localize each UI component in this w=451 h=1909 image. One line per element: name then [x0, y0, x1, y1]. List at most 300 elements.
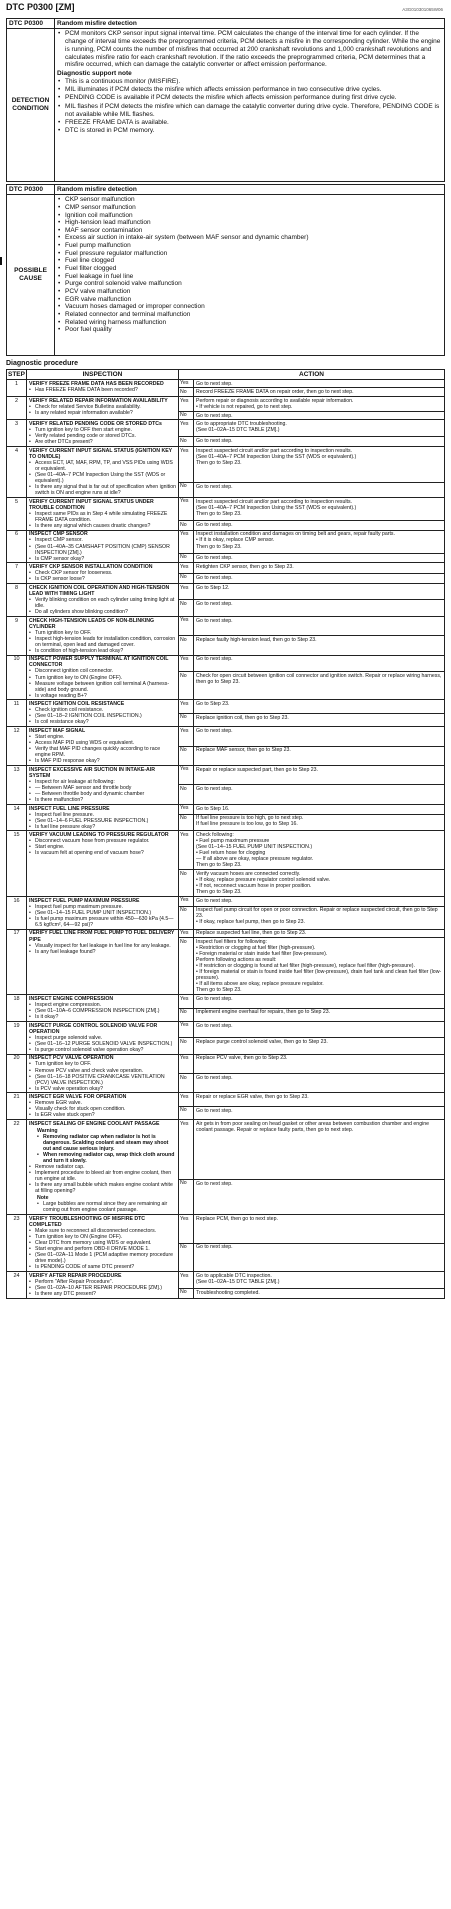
action-line: Repair or replace suspected part, then go to Step 23. — [196, 766, 318, 773]
action-line: Then go to Step 23. — [196, 510, 242, 517]
inspection-item: • (See 01–40A–35 CAMSHAFT POSITION (CMP) SENSOR INSPECTION [ZM].) — [29, 544, 176, 556]
possible-cause-item: • Poor fuel quality — [57, 326, 442, 334]
no-label: No — [179, 600, 194, 616]
step-number: 21 — [7, 1093, 27, 1120]
no-label: No — [179, 1008, 194, 1021]
procedure-row-yes — [7, 1215, 445, 1243]
inspection-cell — [27, 563, 179, 584]
action-line: Go to next step. — [196, 521, 233, 528]
yes-label: Yes — [179, 804, 194, 814]
inspection-item: • Is there any DTC present? — [29, 1291, 176, 1297]
inspection-cell — [27, 397, 179, 420]
possible-cause-item: • Fuel filter clogged — [57, 265, 442, 273]
inspection-cell — [27, 379, 179, 396]
yes-action — [194, 497, 445, 520]
inspection-item: • — Between MAF sensor and throttle body — [29, 785, 176, 791]
inspection-items — [29, 597, 176, 615]
yes-label: Yes — [179, 584, 194, 600]
yes-action — [194, 727, 445, 746]
inspection-item: • Inspect fuel pump maximum pressure. — [29, 904, 176, 910]
no-action — [194, 437, 445, 447]
yes-label: Yes — [179, 420, 194, 437]
yes-action — [194, 379, 445, 388]
inspection-title: VERIFY VACUUM LEADING TO PRESSURE REGULATOR — [29, 832, 169, 839]
possible-cause-item: • EGR valve malfunction — [57, 296, 442, 304]
inspection-cell — [27, 1021, 179, 1054]
action-line: • Fuel pump maximum pressure — [196, 838, 270, 845]
inspection-cell — [27, 1054, 179, 1093]
possible-cause-item: • Excess air suction in intake-air system (between MAF sensor and dynamic chamber) — [57, 234, 442, 242]
inspection-cell — [27, 804, 179, 831]
step-number: 20 — [7, 1054, 27, 1093]
procedure-row-yes — [7, 1054, 445, 1073]
action-line: Check for open circuit between ignition coil connector and ignition switch. Repair or replace wiring harness, then go to Step 23. — [196, 673, 442, 686]
no-label: No — [179, 437, 194, 447]
inspection-item: • (See 01–02A–10 AFTER REPAIR PROCEDURE [ZM].) — [29, 1285, 176, 1291]
action-line: Go to next step. — [196, 1074, 233, 1081]
procedure-row-yes — [7, 896, 445, 906]
procedure-row-yes — [7, 655, 445, 672]
action-line: Go to Step 23. — [196, 701, 230, 708]
action-line: Air gets in from poor sealing on head gasket or other areas between combustion chamber and engine coolant passage. Repair or replace faulty parts, then go to next step. — [196, 1120, 430, 1133]
procedure-row-yes — [7, 1120, 445, 1180]
possible-cause-item: • CKP sensor malfunction — [57, 196, 442, 204]
step-number: 3 — [7, 420, 27, 447]
inspection-cell — [27, 655, 179, 700]
step-number: 22 — [7, 1120, 27, 1215]
inspection-items — [29, 570, 176, 582]
yes-action — [194, 765, 445, 784]
no-action — [194, 672, 445, 700]
action-line: Go to applicable DTC inspection. — [196, 1272, 272, 1279]
procedure-row-yes — [7, 929, 445, 938]
inspection-title: INSPECT MAF SIGNAL — [29, 727, 86, 734]
diagnostic-procedure-table — [6, 369, 445, 1299]
no-action — [194, 1008, 445, 1021]
step-number: 4 — [7, 447, 27, 498]
dtc-code-cell: DTC P0300 — [7, 19, 55, 29]
no-label: No — [179, 636, 194, 655]
action-line: Go to next step. — [196, 656, 233, 663]
inspection-item: • — Between throttle body and dynamic chamber — [29, 791, 176, 797]
step-number: 15 — [7, 831, 27, 897]
inspection-items — [29, 1100, 176, 1118]
action-line: Inspect suspected circuit and/or part according to inspection results. — [196, 498, 352, 505]
yes-action — [194, 1120, 445, 1180]
support-note-item: • FREEZE FRAME DATA is available. — [57, 119, 442, 127]
yes-action — [194, 1021, 445, 1037]
no-action — [194, 1243, 445, 1271]
action-line: Then go to Step 23. — [196, 889, 242, 896]
possible-cause-item: • Purge control solenoid valve malfunction — [57, 280, 442, 288]
inspection-item: • Check ignition coil resistance. — [29, 707, 176, 713]
inspection-item: • Verify related pending code or stored DTCs. — [29, 433, 176, 439]
inspection-item: • Is EGR valve stuck open? — [29, 1112, 176, 1118]
inspection-item: • Is voltage reading B+? — [29, 693, 176, 699]
inspection-item: • (See 01–18–2 IGNITION COIL INSPECTION.) — [29, 713, 176, 719]
action-line: Verify vacuum hoses are connected correctly. — [196, 871, 301, 877]
action-line: Replace PCV valve, then go to Step 23. — [196, 1055, 288, 1062]
no-action — [194, 1106, 445, 1119]
inspection-item: • Remove radiator cap. — [29, 1164, 176, 1170]
inspection-item: • (See 01–16–12 PURGE SOLENOID VALVE INSPECTION.) — [29, 1041, 176, 1047]
inspection-item: • Is PENDING CODE of same DTC present? — [29, 1264, 176, 1270]
inspection-cell — [27, 1093, 179, 1120]
yes-label: Yes — [179, 497, 194, 520]
inspection-items — [29, 460, 176, 496]
yes-label: Yes — [179, 1120, 194, 1180]
action-line: Go to next step. — [196, 1244, 233, 1251]
inspection-item: • Perform "After Repair Procedure". — [29, 1279, 176, 1285]
action-line: Go to next step. — [196, 554, 233, 561]
no-action — [194, 938, 445, 995]
column-header-inspection: INSPECTION — [27, 370, 179, 380]
yes-label: Yes — [179, 765, 194, 784]
action-line: Replace PCM, then go to next step. — [196, 1216, 278, 1222]
inspection-item: • Remove PCV valve and check valve operation. — [29, 1068, 176, 1074]
action-line: Go to next step. — [196, 1022, 233, 1029]
support-note-list — [57, 78, 442, 136]
dtc-code-cell: DTC P0300 — [7, 185, 55, 195]
action-line: Go to next step. — [196, 727, 233, 734]
no-label: No — [179, 870, 194, 897]
inspection-items — [29, 779, 176, 803]
yes-action — [194, 995, 445, 1008]
procedure-row-yes — [7, 1093, 445, 1106]
step-number: 23 — [7, 1215, 27, 1272]
no-action — [194, 713, 445, 726]
inspection-item: • Inspect engine compression. — [29, 1002, 176, 1008]
inspection-item: • (See 01–14–15 FUEL PUMP UNIT INSPECTION.) — [29, 910, 176, 916]
inspection-title: INSPECT SEALING OF ENGINE COOLANT PASSAGE — [29, 1120, 160, 1127]
inspection-title: VERIFY RELATED REPAIR INFORMATION AVAILABILITY — [29, 397, 168, 404]
step-number: 1 — [7, 379, 27, 396]
inspection-items — [29, 427, 176, 445]
no-action — [194, 1288, 445, 1298]
inspection-item: • Is it okay? — [29, 1014, 176, 1020]
inspection-items — [29, 387, 176, 393]
inspection-item: • Do all cylinders show blinking condition? — [29, 609, 176, 615]
yes-action — [194, 447, 445, 483]
action-line: Check following: — [196, 832, 234, 839]
inspection-item: • Visually inspect for fuel leakage in fuel line for any leakage. — [29, 943, 176, 949]
step-number: 16 — [7, 896, 27, 929]
inspection-item: • Start engine. — [29, 844, 176, 850]
no-action — [194, 411, 445, 420]
procedure-row-yes — [7, 995, 445, 1008]
procedure-row-yes — [7, 1272, 445, 1289]
action-line: Repair or replace EGR valve, then go to Step 23. — [196, 1094, 309, 1101]
action-line: Troubleshooting completed. — [196, 1289, 260, 1296]
inspection-item: • Is PCV valve operation okay? — [29, 1086, 176, 1092]
inspection-item: • Visually check for stuck open condition. — [29, 1106, 176, 1112]
inspection-title: INSPECT ENGINE COMPRESSION — [29, 995, 114, 1002]
inspection-title: VERIFY CKP SENSOR INSTALLATION CONDITION — [29, 564, 153, 571]
action-line: Then go to Step 23. — [196, 987, 242, 994]
yes-action — [194, 655, 445, 672]
inspection-title: INSPECT FUEL PUMP MAXIMUM PRESSURE — [29, 897, 140, 904]
margin-marker — [0, 257, 2, 265]
possible-cause-label: POSSIBLE CAUSE — [7, 195, 55, 356]
support-note-item: • MIL illuminates if PCM detects the misfire which affects emission performance in two consecutive drive cycles. — [57, 86, 442, 94]
detection-condition-table — [6, 18, 445, 182]
step-number: 5 — [7, 497, 27, 530]
action-line: • If it is okay, replace CMP sensor. — [196, 537, 275, 544]
detection-item: • PCM monitors CKP sensor input signal interval time. PCM calculates the change of the interval time for each cylinder. If the change of interval time exceeds the preprogrammed criteria, PCM detects a misfire in the corresponding cylinder. While the engine is running, PCM counts the number of misfires that occurred at 200 crankshaft revolutions and 1,000 crankshaft revolutions and calculates misfire ratio for each crankshaft revolution. If the ratio exceeds the preprogrammed criteria, PCM determines that a misfire occurred, which can damage the catalytic converter or affect emission performance. — [57, 30, 442, 69]
inspection-item: • Make sure to reconnect all disconnected connectors. — [29, 1228, 176, 1234]
inspection-item: • Start engine and perform OBD-II DRIVE MODE 1. — [29, 1246, 176, 1252]
procedure-row-yes — [7, 831, 445, 870]
inspection-item: • Is any related repair information available? — [29, 410, 176, 416]
action-line: Perform repair or diagnosis according to available repair information. — [196, 397, 354, 404]
step-number: 13 — [7, 765, 27, 804]
inspection-cell — [27, 447, 179, 498]
warning-list — [37, 1134, 176, 1164]
inspection-items — [29, 1061, 176, 1091]
reference-code: A3G010301065W06 — [402, 7, 443, 12]
no-label: No — [179, 1074, 194, 1093]
inspection-items — [29, 1279, 176, 1297]
inspection-item: • Is there malfunction? — [29, 797, 176, 803]
inspection-cell — [27, 765, 179, 804]
inspection-cell — [27, 727, 179, 766]
inspection-cell — [27, 530, 179, 563]
no-label: No — [179, 388, 194, 397]
action-line: • If all items above are okay, replace pressure regulator. — [196, 981, 324, 988]
no-action — [194, 482, 445, 497]
inspection-item: • (See 01–14–6 FUEL PRESSURE INSPECTION.) — [29, 818, 176, 824]
support-note-title: Diagnostic support note — [57, 69, 132, 77]
inspection-item: • Access MAF PID using WDS or equivalent. — [29, 740, 176, 746]
inspection-title: VERIFY FUEL LINE FROM FUEL PUMP TO FUEL DELIVERY PIPE — [29, 930, 175, 943]
warning-item: • Removing radiator cap when radiator is hot is dangerous. Scalding coolant and steam may shoot out and cause serious injury. — [37, 1134, 176, 1152]
possible-cause-item: • PCV valve malfunction — [57, 288, 442, 296]
inspection-cell — [27, 896, 179, 929]
no-action — [194, 1038, 445, 1054]
action-line: • If okay, replace fuel pump, then go to Step 23. — [196, 919, 305, 926]
inspection-title: INSPECT FUEL LINE PRESSURE — [29, 805, 110, 812]
inspection-item: • Turn ignition key to OFF. — [29, 630, 176, 636]
inspection-item: • Is condition of high-tension lead okay? — [29, 648, 176, 654]
action-line: Replace ignition coil, then go to Step 23. — [196, 714, 289, 721]
action-line: Then go to Step 23. — [196, 862, 242, 869]
inspection-item: • Check for related Service Bulletins availability. — [29, 404, 176, 410]
warning-item: • When removing radiator cap, wrap thick cloth around and turn it slowly. — [37, 1152, 176, 1164]
step-number: 10 — [7, 655, 27, 700]
no-action — [194, 388, 445, 397]
procedure-row-yes — [7, 379, 445, 388]
detection-items-list — [57, 30, 442, 69]
no-action — [194, 814, 445, 831]
yes-label: Yes — [179, 896, 194, 906]
no-label: No — [179, 521, 194, 531]
yes-action — [194, 1054, 445, 1073]
possible-cause-item: • Fuel pump malfunction — [57, 242, 442, 250]
inspection-cell — [27, 1272, 179, 1299]
action-line: Go to Step 16. — [196, 805, 230, 812]
inspection-title: INSPECT EXCESSIVE AIR SUCTION IN INTAKE-AIR SYSTEM — [29, 766, 155, 779]
no-action — [194, 636, 445, 655]
detection-condition-body — [55, 29, 445, 182]
action-line: (See 01–40A–7 PCM Inspection Using the SST (WDS or equivalent).) — [196, 504, 357, 511]
inspection-item: • (See 01–16–18 POSITIVE CRANKCASE VENTILATION (PCV) VALVE INSPECTION.) — [29, 1074, 176, 1086]
action-line: Go to next step. — [196, 1107, 233, 1114]
inspection-item: • Is there any signal that is far out of specification when ignition switch is ON and engine runs at idle? — [29, 484, 176, 496]
procedure-row-yes — [7, 700, 445, 713]
action-line: (See 01–40A–7 PCM Inspection Using the SST (WDS or equivalent).) — [196, 453, 357, 460]
action-line: Retighten CKP sensor, then go to Step 23. — [196, 564, 294, 571]
action-line: Go to appropriate DTC troubleshooting. — [196, 421, 287, 428]
column-header-step: STEP — [8, 370, 25, 378]
procedure-row-yes — [7, 420, 445, 437]
inspection-cell — [27, 616, 179, 655]
action-line: Replace suspected fuel line, then go to Step 23. — [196, 930, 307, 937]
no-label: No — [179, 785, 194, 804]
inspection-item: • Turn ignition key to ON (Engine OFF). — [29, 1234, 176, 1240]
inspection-item: • Turn ignition key to OFF then start engine. — [29, 427, 176, 433]
action-line: (See 01–14–15 FUEL PUMP UNIT INSPECTION.) — [196, 844, 313, 851]
no-label: No — [179, 1288, 194, 1298]
procedure-row-yes — [7, 397, 445, 412]
possible-cause-item: • MAF sensor contamination — [57, 227, 442, 235]
procedure-heading: Diagnostic procedure — [6, 360, 78, 367]
step-number: 6 — [7, 530, 27, 563]
inspection-item: • Is CMP sensor okay? — [29, 556, 176, 562]
possible-cause-item: • Ignition coil malfunction — [57, 212, 442, 220]
procedure-row-yes — [7, 804, 445, 814]
procedure-row-yes — [7, 563, 445, 573]
no-action — [194, 573, 445, 583]
action-line: • Restriction or clogging at fuel filter (high-pressure). — [196, 945, 316, 952]
action-line: Then go to Step 23. — [196, 459, 242, 466]
yes-action — [194, 831, 445, 870]
note-title: Note — [37, 1195, 49, 1202]
inspection-item: • Remove EGR valve. — [29, 1100, 176, 1106]
possible-cause-table — [6, 184, 445, 356]
no-action — [194, 521, 445, 531]
action-line: (See 01–02A–15 DTC TABLE [ZM].) — [196, 1278, 280, 1285]
inspection-item: • Implement procedure to bleed air from engine coolant, then run engine at idle. — [29, 1170, 176, 1182]
inspection-item: • Inspect same PIDs as in Step 4 while simulating FREEZE FRAME DATA condition. — [29, 511, 176, 523]
possible-cause-item: • High-tension lead malfunction — [57, 219, 442, 227]
step-number: 14 — [7, 804, 27, 831]
inspection-items — [29, 812, 176, 830]
no-label: No — [179, 1179, 194, 1214]
procedure-row-yes — [7, 497, 445, 520]
warning-block — [29, 1128, 176, 1164]
action-line: Go to next step. — [196, 380, 233, 387]
action-line: • If foreign material or stain is found inside fuel filter (low-pressure), drain fuel tank and clean fuel filter (low-pressure). — [196, 969, 442, 982]
inspection-cell — [27, 420, 179, 447]
no-label: No — [179, 482, 194, 497]
yes-action — [194, 584, 445, 600]
possible-cause-item: • CMP sensor malfunction — [57, 204, 442, 212]
inspection-items — [29, 943, 176, 955]
action-line: Go to next step. — [196, 574, 233, 581]
yes-label: Yes — [179, 530, 194, 553]
yes-label: Yes — [179, 1215, 194, 1243]
action-line: Go to Step 12. — [196, 584, 230, 591]
step-number: 18 — [7, 995, 27, 1022]
yes-action — [194, 616, 445, 635]
inspection-item: • Check CKP sensor for looseness. — [29, 570, 176, 576]
yes-label: Yes — [179, 379, 194, 388]
no-label: No — [179, 573, 194, 583]
step-number: 24 — [7, 1272, 27, 1299]
possible-cause-item: • Related wiring harness malfunction — [57, 319, 442, 327]
inspection-item: • Turn ignition key to ON (Engine OFF). — [29, 675, 176, 681]
action-line: Go to next step. — [196, 786, 233, 793]
inspection-item: • Is fuel line pressure okay? — [29, 824, 176, 830]
action-line: Inspect fuel filters for following: — [196, 939, 267, 946]
step-number: 11 — [7, 700, 27, 727]
inspection-item: • Is CKP sensor loose? — [29, 576, 176, 582]
possible-cause-item: • Fuel pressure regulator malfunction — [57, 250, 442, 258]
inspection-item: • Is purge control solenoid valve operation okay? — [29, 1047, 176, 1053]
page-title: DTC P0300 [ZM] — [6, 2, 75, 12]
action-line: (See 01–02A–15 DTC TABLE [ZM].) — [196, 427, 280, 434]
inspection-items — [29, 1228, 176, 1270]
inspection-item: • Turn ignition key to OFF. — [29, 1061, 176, 1067]
inspection-cell — [27, 1215, 179, 1272]
step-number: 7 — [7, 563, 27, 584]
detection-condition-label: DETECTION CONDITION — [7, 29, 55, 182]
inspection-items — [29, 1002, 176, 1020]
procedure-row-yes — [7, 530, 445, 553]
action-line: Go to next step. — [196, 1180, 233, 1187]
action-line: If fuel line pressure is too low, go to Step 16. — [196, 821, 298, 828]
warning-title: Warning — [37, 1127, 58, 1134]
yes-label: Yes — [179, 831, 194, 870]
support-note-item: • DTC is stored in PCM memory. — [57, 127, 442, 135]
column-header-action: ACTION — [179, 370, 445, 380]
dtc-name-cell: Random misfire detection — [55, 185, 445, 195]
inspection-item: • Is coil resistance okay? — [29, 719, 176, 725]
step-number: 19 — [7, 1021, 27, 1054]
step-number: 2 — [7, 397, 27, 420]
inspection-cell — [27, 995, 179, 1022]
yes-label: Yes — [179, 397, 194, 412]
yes-action — [194, 420, 445, 437]
inspection-item: • Disconnect vacuum hose from pressure regulator. — [29, 838, 176, 844]
inspection-item: • Is there any signal which causes drastic changes? — [29, 523, 176, 529]
inspection-item: • Is there any small bubble which makes engine coolant white at filling opening? — [29, 1182, 176, 1194]
inspection-cell — [27, 929, 179, 995]
no-action — [194, 870, 445, 897]
yes-label: Yes — [179, 1054, 194, 1073]
action-line: • Foreign material or stain inside fuel filter (low-pressure). — [196, 951, 328, 958]
inspection-items — [29, 404, 176, 416]
no-label: No — [179, 1243, 194, 1271]
procedure-rows — [7, 379, 445, 1298]
dtc-name-cell: Random misfire detection — [55, 19, 445, 29]
yes-action — [194, 804, 445, 814]
yes-action — [194, 1272, 445, 1289]
action-line: Go to next step. — [196, 995, 233, 1002]
yes-label: Yes — [179, 929, 194, 938]
action-line: Record FREEZE FRAME DATA on repair order, then go to next step. — [196, 389, 354, 396]
action-line: Replace purge control solenoid valve, then go to Step 23. — [196, 1039, 328, 1046]
action-line: Go to next step. — [196, 897, 233, 904]
action-line: — If all above are okay, replace pressure regulator. — [196, 856, 314, 863]
inspection-item: • Clear DTC from memory using WDS or equivalent. — [29, 1240, 176, 1246]
action-line: Inspect installation condition and damages on timing belt and gears, repair faulty parts. — [196, 531, 395, 538]
action-line: Replace faulty high-tension lead, then go to Step 23. — [196, 637, 317, 644]
yes-action — [194, 563, 445, 573]
inspection-title: INSPECT POWER SUPPLY TERMINAL AT IGNITION COIL CONNECTOR — [29, 656, 169, 669]
action-line: Go to next step. — [196, 412, 233, 419]
inspection-item: • Access ECT, IAT, MAF, RPM, TP, and VSS PIDs using WDS or equivalent. — [29, 460, 176, 472]
